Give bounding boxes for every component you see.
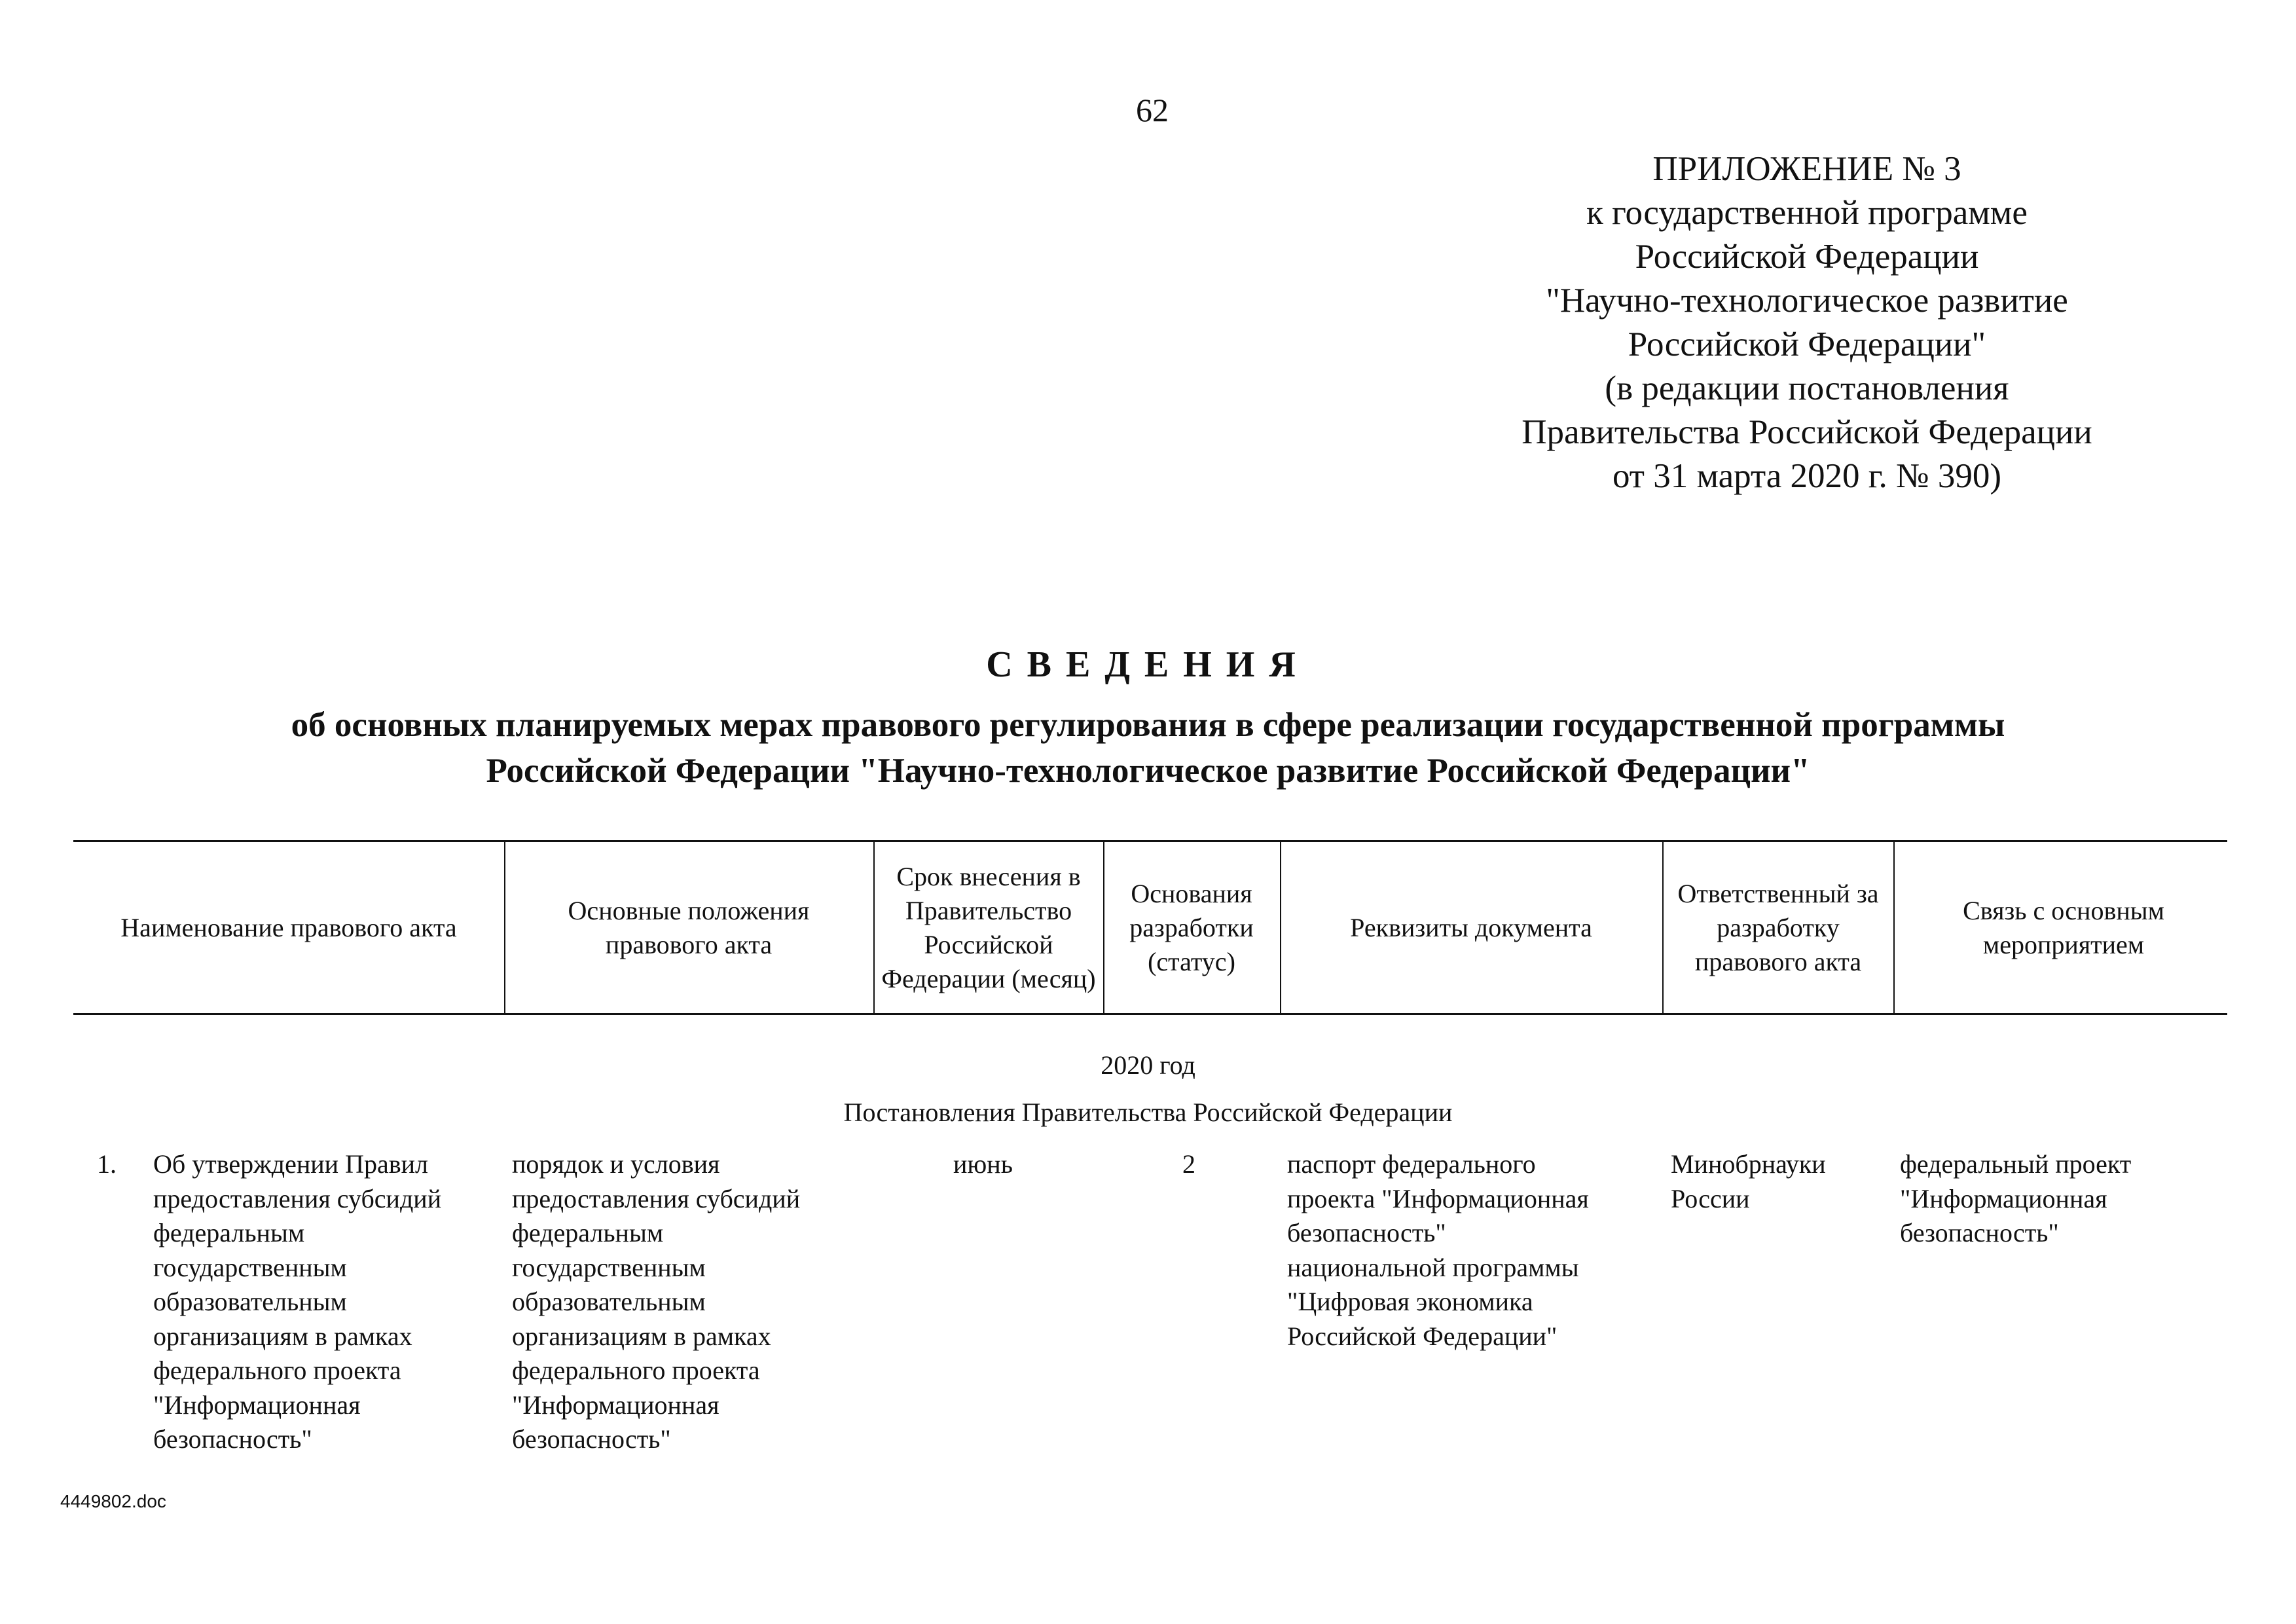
document-title: СВЕДЕНИЯ xyxy=(986,644,1310,685)
header-responsible: Ответственный за разработку правового акта xyxy=(1677,879,1879,976)
column-divider xyxy=(1893,840,1895,1015)
section-year: 2020 год xyxy=(1101,1050,1195,1080)
cell-line: государственным xyxy=(153,1252,347,1282)
appendix-line: ПРИЛОЖЕНИЕ № 3 xyxy=(1652,150,1961,188)
cell-line: федерального проекта xyxy=(153,1356,401,1385)
row-requisites xyxy=(1287,1147,1589,1354)
column-divider xyxy=(504,840,505,1015)
row-act-name xyxy=(153,1147,441,1457)
cell-line: федеральным xyxy=(512,1218,664,1247)
cell-line: федеральный проект xyxy=(1900,1149,2132,1179)
cell-line: образовательным xyxy=(153,1287,347,1316)
appendix-line: "Научно-технологическое развитие xyxy=(1546,282,2068,320)
header-link: Связь с основным мероприятием xyxy=(1963,896,2164,959)
cell-line: порядок и условия xyxy=(512,1149,720,1179)
column-divider xyxy=(1103,840,1104,1015)
column-divider xyxy=(873,840,875,1015)
cell-line: "Информационная xyxy=(1900,1183,2107,1213)
cell-line: Российской Федерации" xyxy=(1287,1321,1558,1351)
column-divider xyxy=(1280,840,1281,1015)
footer-filename: 4449802.doc xyxy=(60,1491,166,1511)
appendix-line: Российской Федерации" xyxy=(1628,325,1986,363)
header-provisions: Основные положения правового акта xyxy=(568,896,810,959)
row-deadline: июнь xyxy=(953,1149,1013,1179)
cell-line: организациям в рамках xyxy=(512,1321,771,1351)
cell-line: безопасность" xyxy=(1287,1218,1446,1247)
cell-line: безопасность" xyxy=(153,1424,312,1454)
cell-line: образовательным xyxy=(512,1287,706,1316)
column-divider xyxy=(1662,840,1664,1015)
cell-line: Минобрнауки xyxy=(1671,1149,1826,1179)
subtitle-line-1: об основных планируемых мерах правового регулирования в сфере реализации государственной программы xyxy=(291,706,2005,744)
header-basis: Основания разработки (статус) xyxy=(1129,879,1254,976)
row-responsible xyxy=(1671,1147,1826,1216)
appendix-line: от 31 марта 2020 г. № 390) xyxy=(1612,457,2002,495)
cell-line: России xyxy=(1671,1183,1750,1213)
header-act-name: Наименование правового акта xyxy=(120,913,457,942)
cell-line: безопасность" xyxy=(1900,1218,2059,1247)
subtitle-line-2: Российской Федерации "Научно-технологическое развитие Российской Федерации" xyxy=(486,752,1810,790)
document-subtitle xyxy=(0,702,2296,794)
cell-line: Об утверждении Правил xyxy=(153,1149,428,1179)
cell-line: "Цифровая экономика xyxy=(1287,1287,1533,1316)
cell-line: "Информационная xyxy=(153,1390,361,1420)
row-basis: 2 xyxy=(1182,1149,1195,1179)
header-requisites: Реквизиты документа xyxy=(1350,913,1592,942)
cell-line: паспорт федерального xyxy=(1287,1149,1536,1179)
section-group: Постановления Правительства Российской Федерации xyxy=(843,1098,1453,1127)
cell-line: безопасность" xyxy=(512,1424,671,1454)
cell-line: организациям в рамках xyxy=(153,1321,412,1351)
cell-line: государственным xyxy=(512,1252,706,1282)
appendix-line: к государственной программе xyxy=(1586,194,2028,232)
appendix-block xyxy=(1414,147,2200,498)
cell-line: федеральным xyxy=(153,1218,305,1247)
row-link xyxy=(1900,1147,2131,1251)
cell-line: национальной программы xyxy=(1287,1252,1579,1282)
row-number: 1. xyxy=(97,1149,117,1179)
appendix-line: (в редакции постановления xyxy=(1605,369,2009,407)
cell-line: "Информационная xyxy=(512,1390,720,1420)
row-provisions xyxy=(512,1147,800,1457)
page-number: 62 xyxy=(1136,92,1169,128)
appendix-line: Правительства Российской Федерации xyxy=(1522,413,2092,451)
cell-line: предоставления субсидий xyxy=(512,1183,801,1213)
cell-line: федерального проекта xyxy=(512,1356,760,1385)
cell-line: проекта "Информационная xyxy=(1287,1183,1589,1213)
appendix-line: Российской Федерации xyxy=(1635,238,1979,276)
header-deadline: Срок внесения в Правительство Российской Федерации (месяц) xyxy=(881,862,1096,993)
cell-line: предоставления субсидий xyxy=(153,1183,442,1213)
